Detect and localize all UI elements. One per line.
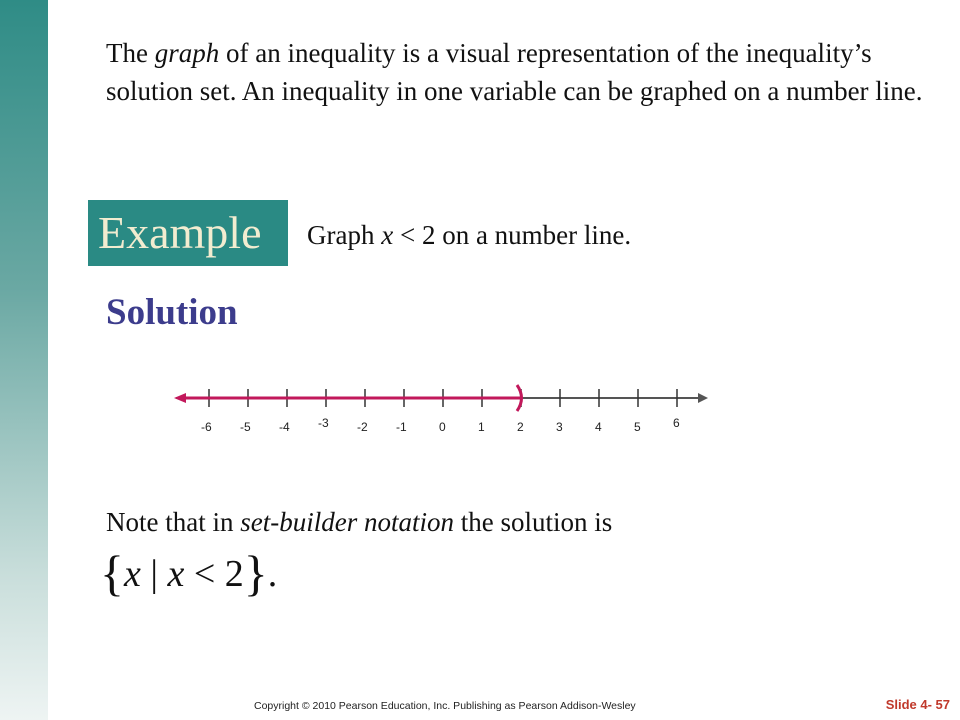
tick-label: 6 xyxy=(673,416,680,430)
prompt-text-1: Graph xyxy=(307,220,382,250)
note-text-2: the solution is xyxy=(453,507,613,537)
set-builder-expression xyxy=(100,545,278,601)
intro-graph-word: graph xyxy=(154,38,220,68)
solution-heading: Solution xyxy=(106,292,238,333)
tick-label: 1 xyxy=(478,420,485,434)
set-variable: x xyxy=(124,553,141,595)
note-text xyxy=(106,505,612,539)
set-period: . xyxy=(267,553,278,595)
tick-label: 2 xyxy=(517,420,524,434)
note-text-1: Note that in xyxy=(106,507,241,537)
tick-label: 3 xyxy=(556,420,563,434)
slide-number: Slide 4- 57 xyxy=(885,697,950,712)
tick-label: 4 xyxy=(595,420,602,434)
tick-label: -1 xyxy=(396,420,407,434)
tick-label: -6 xyxy=(201,420,212,434)
tick-label: -4 xyxy=(279,420,290,434)
prompt-text-2: < 2 on a number line. xyxy=(393,220,632,250)
set-bar: | xyxy=(140,553,168,595)
set-variable-2: x xyxy=(167,553,185,595)
set-open-brace: { xyxy=(100,545,124,601)
set-condition: < 2 xyxy=(184,553,244,595)
prompt-variable: x xyxy=(381,220,394,250)
note-emphasis: set-builder notation xyxy=(240,507,454,537)
copyright-text: Copyright © 2010 Pearson Education, Inc. Publishing as Pearson Addison-Wesley xyxy=(254,700,636,712)
tick-label: 0 xyxy=(439,420,446,434)
tick-label: -2 xyxy=(357,420,368,434)
intro-text-1: The xyxy=(106,38,155,68)
solution-arrow-icon xyxy=(174,393,186,403)
set-close-brace: } xyxy=(243,545,268,601)
tick-label: -5 xyxy=(240,420,251,434)
tick-label: 5 xyxy=(634,420,641,434)
right-arrow-icon xyxy=(698,393,708,403)
example-label: Example xyxy=(88,200,288,266)
tick-label: -3 xyxy=(318,416,329,430)
intro-text-2: of an inequality is a visual representation of the inequality’s solution set. An inequality in one variable can be graphed on a number line. xyxy=(106,38,923,106)
